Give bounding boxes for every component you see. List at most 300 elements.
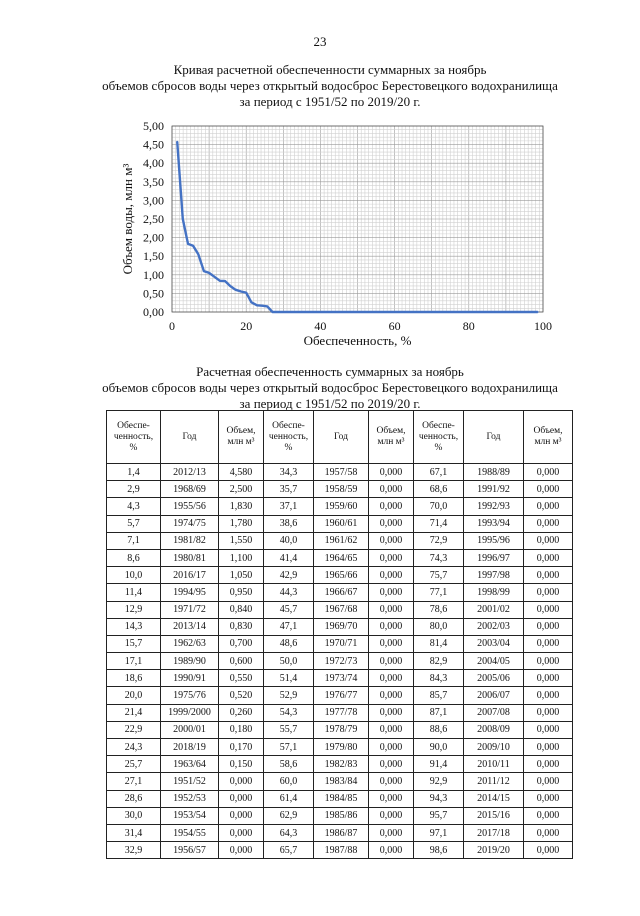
table-cell: 50,0 xyxy=(264,653,314,670)
table-row xyxy=(107,704,573,721)
data-point xyxy=(197,253,199,255)
table-row xyxy=(107,567,573,584)
data-point xyxy=(494,311,496,313)
data-point xyxy=(463,311,465,313)
table-cell: 45,7 xyxy=(264,601,314,618)
header-probability: Обеспе- ченность, % xyxy=(107,411,161,464)
table-cell: 11,4 xyxy=(107,584,161,601)
table-cell: 85,7 xyxy=(414,687,464,704)
data-point xyxy=(192,245,194,247)
table-cell: 57,1 xyxy=(264,739,314,756)
header-volume: Объем, млн м³ xyxy=(219,411,264,464)
table-cell: 48,6 xyxy=(264,635,314,652)
data-point xyxy=(447,311,449,313)
table-cell: 2013/14 xyxy=(161,618,219,635)
data-point xyxy=(521,311,523,313)
data-point xyxy=(415,311,417,313)
table-cell: 0,000 xyxy=(524,739,573,756)
data-point xyxy=(373,311,375,313)
table-cell: 1979/80 xyxy=(314,739,369,756)
table-cell: 40,0 xyxy=(264,532,314,549)
chart-title-line-3: за период с 1951/52 по 2019/20 г. xyxy=(239,94,421,109)
table-cell: 0,840 xyxy=(219,601,264,618)
table-cell: 54,3 xyxy=(264,704,314,721)
table-cell: 1990/91 xyxy=(161,670,219,687)
table-cell: 1960/61 xyxy=(314,515,369,532)
table-row xyxy=(107,481,573,498)
table-cell: 0,000 xyxy=(524,670,573,687)
table-cell: 1992/93 xyxy=(464,498,524,515)
table-cell: 80,0 xyxy=(414,618,464,635)
table-cell: 1991/92 xyxy=(464,481,524,498)
table-cell: 0,180 xyxy=(219,721,264,738)
table-cell: 0,000 xyxy=(369,601,414,618)
data-point xyxy=(304,311,306,313)
table-title-line-2: объемов сбросов воды через открытый водосброс Берестовецкого водохранилища xyxy=(102,380,558,395)
data-point xyxy=(367,311,369,313)
y-tick-label: 3,00 xyxy=(143,193,164,208)
table-cell: 0,000 xyxy=(524,549,573,566)
table-cell: 31,4 xyxy=(107,824,161,841)
table-cell: 10,0 xyxy=(107,567,161,584)
table-cell: 1954/55 xyxy=(161,824,219,841)
table-cell: 1974/75 xyxy=(161,515,219,532)
table-cell: 2003/04 xyxy=(464,635,524,652)
table-cell: 0,000 xyxy=(219,790,264,807)
table-row xyxy=(107,618,573,635)
table-cell: 72,9 xyxy=(414,532,464,549)
table-cell: 1978/79 xyxy=(314,721,369,738)
table-cell: 0,000 xyxy=(524,515,573,532)
table-cell: 2015/16 xyxy=(464,807,524,824)
table-cell: 1965/66 xyxy=(314,567,369,584)
table-cell: 61,4 xyxy=(264,790,314,807)
table-cell: 2009/10 xyxy=(464,739,524,756)
table-cell: 0,000 xyxy=(524,618,573,635)
data-point xyxy=(383,311,385,313)
data-point xyxy=(410,311,412,313)
data-point xyxy=(484,311,486,313)
y-tick-label: 0,00 xyxy=(143,305,164,319)
table-cell: 38,6 xyxy=(264,515,314,532)
data-point xyxy=(250,301,252,303)
data-point xyxy=(426,311,428,313)
table-cell: 0,000 xyxy=(369,549,414,566)
data-point xyxy=(531,311,533,313)
data-point xyxy=(537,311,539,313)
data-point xyxy=(442,311,444,313)
table-cell: 1963/64 xyxy=(161,756,219,773)
data-point xyxy=(293,311,295,313)
probability-curve-chart xyxy=(0,0,640,360)
data-point xyxy=(510,311,512,313)
table-cell: 0,000 xyxy=(524,842,573,859)
header-year: Год xyxy=(161,411,219,464)
table-cell: 91,4 xyxy=(414,756,464,773)
data-point xyxy=(389,311,391,313)
table-cell: 12,9 xyxy=(107,601,161,618)
table-cell: 2017/18 xyxy=(464,824,524,841)
table-cell: 1977/78 xyxy=(314,704,369,721)
table-cell: 0,000 xyxy=(524,464,573,481)
chart-title-line-2: объемов сбросов воды через открытый водосброс Берестовецкого водохранилища xyxy=(102,78,558,93)
table-row xyxy=(107,635,573,652)
table-row xyxy=(107,549,573,566)
table-cell: 0,000 xyxy=(369,721,414,738)
data-point xyxy=(346,311,348,313)
table-cell: 1969/70 xyxy=(314,618,369,635)
data-point xyxy=(187,243,189,245)
table-cell: 22,9 xyxy=(107,721,161,738)
table-cell: 2006/07 xyxy=(464,687,524,704)
table-cell: 1984/85 xyxy=(314,790,369,807)
table-cell: 25,7 xyxy=(107,756,161,773)
data-point xyxy=(309,311,311,313)
table-cell: 1971/72 xyxy=(161,601,219,618)
table-row xyxy=(107,687,573,704)
table-cell: 65,7 xyxy=(264,842,314,859)
table-cell: 0,150 xyxy=(219,756,264,773)
table-cell: 90,0 xyxy=(414,739,464,756)
page-number: 23 xyxy=(313,34,327,49)
table-cell: 30,0 xyxy=(107,807,161,824)
table-cell: 8,6 xyxy=(107,549,161,566)
data-point xyxy=(452,311,454,313)
table-row xyxy=(107,515,573,532)
table-cell: 1,4 xyxy=(107,464,161,481)
data-point xyxy=(420,311,422,313)
data-point xyxy=(431,311,433,313)
table-cell: 0,000 xyxy=(369,618,414,635)
table-cell: 7,1 xyxy=(107,532,161,549)
table-cell: 1987/88 xyxy=(314,842,369,859)
x-tick-label: 100 xyxy=(534,319,552,333)
x-tick-label: 60 xyxy=(388,319,401,333)
data-point xyxy=(203,270,205,272)
table-cell: 95,7 xyxy=(414,807,464,824)
table-cell: 98,6 xyxy=(414,842,464,859)
table-cell: 1,830 xyxy=(219,498,264,515)
table-cell: 1959/60 xyxy=(314,498,369,515)
table-cell: 1966/67 xyxy=(314,584,369,601)
header-volume: Объем, млн м³ xyxy=(369,411,414,464)
table-cell: 1973/74 xyxy=(314,670,369,687)
table-cell: 2011/12 xyxy=(464,773,524,790)
table-cell: 0,000 xyxy=(369,842,414,859)
header-year: Год xyxy=(464,411,524,464)
table-cell: 0,550 xyxy=(219,670,264,687)
table-cell: 2016/17 xyxy=(161,567,219,584)
table-cell: 0,000 xyxy=(369,670,414,687)
data-point xyxy=(489,311,491,313)
table-cell: 1961/62 xyxy=(314,532,369,549)
data-point xyxy=(182,218,184,220)
table-cell: 0,000 xyxy=(524,687,573,704)
table-cell: 2,9 xyxy=(107,481,161,498)
y-tick-label: 1,00 xyxy=(143,267,164,282)
table-cell: 2018/19 xyxy=(161,739,219,756)
table-cell: 1972/73 xyxy=(314,653,369,670)
table-cell: 0,000 xyxy=(369,739,414,756)
table-row xyxy=(107,601,573,618)
table-cell: 18,6 xyxy=(107,670,161,687)
table-cell: 0,000 xyxy=(524,584,573,601)
table-cell: 0,000 xyxy=(369,653,414,670)
table-row xyxy=(107,773,573,790)
y-tick-label: 2,50 xyxy=(143,212,164,226)
table-cell: 1985/86 xyxy=(314,807,369,824)
data-point xyxy=(298,311,300,313)
table-cell: 42,9 xyxy=(264,567,314,584)
table-cell: 67,1 xyxy=(414,464,464,481)
table-cell: 75,7 xyxy=(414,567,464,584)
table-cell: 0,000 xyxy=(219,807,264,824)
table-cell: 0,000 xyxy=(219,824,264,841)
table-row xyxy=(107,653,573,670)
table-cell: 2001/02 xyxy=(464,601,524,618)
table-cell: 28,6 xyxy=(107,790,161,807)
table-cell: 2008/09 xyxy=(464,721,524,738)
table-cell: 1955/56 xyxy=(161,498,219,515)
table-cell: 0,000 xyxy=(524,498,573,515)
table-cell: 0,600 xyxy=(219,653,264,670)
table-cell: 0,000 xyxy=(524,601,573,618)
data-point xyxy=(213,276,215,278)
table-cell: 2014/15 xyxy=(464,790,524,807)
x-tick-label: 40 xyxy=(314,319,327,333)
table-cell: 0,000 xyxy=(524,653,573,670)
probability-table xyxy=(106,410,573,859)
table-cell: 88,6 xyxy=(414,721,464,738)
table-cell: 1,550 xyxy=(219,532,264,549)
table-row xyxy=(107,584,573,601)
table-cell: 17,1 xyxy=(107,653,161,670)
data-point xyxy=(351,311,353,313)
table-row xyxy=(107,807,573,824)
data-point xyxy=(362,311,364,313)
table-cell: 2019/20 xyxy=(464,842,524,859)
y-tick-label: 4,50 xyxy=(143,137,164,152)
table-cell: 2005/06 xyxy=(464,670,524,687)
data-point xyxy=(457,311,459,313)
table-cell: 64,3 xyxy=(264,824,314,841)
table-cell: 62,9 xyxy=(264,807,314,824)
table-cell: 14,3 xyxy=(107,618,161,635)
table-cell: 0,000 xyxy=(369,464,414,481)
data-point xyxy=(208,272,210,274)
data-point xyxy=(468,311,470,313)
table-cell: 60,0 xyxy=(264,773,314,790)
data-point xyxy=(219,280,221,282)
table-cell: 0,950 xyxy=(219,584,264,601)
table-cell: 1951/52 xyxy=(161,773,219,790)
table-cell: 52,9 xyxy=(264,687,314,704)
table-cell: 5,7 xyxy=(107,515,161,532)
data-point xyxy=(277,311,279,313)
table-cell: 1976/77 xyxy=(314,687,369,704)
table-cell: 4,3 xyxy=(107,498,161,515)
table-cell: 1964/65 xyxy=(314,549,369,566)
table-cell: 0,000 xyxy=(369,635,414,652)
table-cell: 1958/59 xyxy=(314,481,369,498)
table-cell: 1980/81 xyxy=(161,549,219,566)
table-cell: 0,000 xyxy=(369,532,414,549)
table-row xyxy=(107,842,573,859)
table-cell: 1993/94 xyxy=(464,515,524,532)
table-cell: 1968/69 xyxy=(161,481,219,498)
table-row xyxy=(107,464,573,481)
table-cell: 15,7 xyxy=(107,635,161,652)
x-tick-label: 0 xyxy=(169,319,175,333)
table-cell: 0,000 xyxy=(524,756,573,773)
table-cell: 1956/57 xyxy=(161,842,219,859)
header-year: Год xyxy=(314,411,369,464)
table-cell: 41,4 xyxy=(264,549,314,566)
table-row xyxy=(107,721,573,738)
table-cell: 0,520 xyxy=(219,687,264,704)
table-cell: 1994/95 xyxy=(161,584,219,601)
data-point xyxy=(229,285,231,287)
data-point xyxy=(394,311,396,313)
table-cell: 1989/90 xyxy=(161,653,219,670)
table-cell: 97,1 xyxy=(414,824,464,841)
data-point xyxy=(505,311,507,313)
table-cell: 0,000 xyxy=(369,481,414,498)
table-cell: 0,000 xyxy=(524,807,573,824)
x-axis-label: Обеспеченность, % xyxy=(303,333,412,348)
table-cell: 0,000 xyxy=(524,721,573,738)
table-body xyxy=(107,464,573,859)
table-cell: 0,000 xyxy=(369,807,414,824)
table-cell: 21,4 xyxy=(107,704,161,721)
table-cell: 20,0 xyxy=(107,687,161,704)
table-cell: 2007/08 xyxy=(464,704,524,721)
table-row xyxy=(107,670,573,687)
data-point xyxy=(176,141,178,143)
y-tick-label: 3,50 xyxy=(143,174,164,189)
x-tick-label: 80 xyxy=(462,319,475,333)
table-title-line-1: Расчетная обеспеченность суммарных за ноябрь xyxy=(196,364,464,379)
table-cell: 51,4 xyxy=(264,670,314,687)
table-cell: 1952/53 xyxy=(161,790,219,807)
table-row xyxy=(107,756,573,773)
data-point xyxy=(240,291,242,293)
data-point xyxy=(245,292,247,294)
table-cell: 78,6 xyxy=(414,601,464,618)
table-cell: 87,1 xyxy=(414,704,464,721)
table-cell: 0,000 xyxy=(524,790,573,807)
table-row xyxy=(107,790,573,807)
table-cell: 1981/82 xyxy=(161,532,219,549)
table-cell: 2010/11 xyxy=(464,756,524,773)
table-cell: 82,9 xyxy=(414,653,464,670)
table-cell: 0,000 xyxy=(369,584,414,601)
table-cell: 0,000 xyxy=(369,756,414,773)
table-cell: 32,9 xyxy=(107,842,161,859)
table-cell: 0,000 xyxy=(369,704,414,721)
data-point xyxy=(335,311,337,313)
table-cell: 58,6 xyxy=(264,756,314,773)
table-cell: 92,9 xyxy=(414,773,464,790)
data-point xyxy=(341,311,343,313)
table-row xyxy=(107,498,573,515)
table-cell: 0,000 xyxy=(524,704,573,721)
table-cell: 27,1 xyxy=(107,773,161,790)
table-cell: 0,830 xyxy=(219,618,264,635)
data-point xyxy=(266,306,268,308)
table-cell: 1995/96 xyxy=(464,532,524,549)
table-cell: 0,700 xyxy=(219,635,264,652)
table-cell: 0,000 xyxy=(524,635,573,652)
data-point xyxy=(436,311,438,313)
table-cell: 1996/97 xyxy=(464,549,524,566)
table-cell: 0,000 xyxy=(524,532,573,549)
table-cell: 1983/84 xyxy=(314,773,369,790)
y-tick-label: 0,50 xyxy=(143,286,164,301)
table-cell: 0,000 xyxy=(369,515,414,532)
table-cell: 0,000 xyxy=(369,824,414,841)
data-point xyxy=(473,311,475,313)
table-cell: 0,000 xyxy=(369,687,414,704)
table-cell: 0,260 xyxy=(219,704,264,721)
data-point xyxy=(357,311,359,313)
y-tick-label: 2,00 xyxy=(143,230,164,245)
table-cell: 1962/63 xyxy=(161,635,219,652)
table-title xyxy=(90,364,570,412)
table-cell: 47,1 xyxy=(264,618,314,635)
table-cell: 0,000 xyxy=(369,773,414,790)
table-cell: 1998/99 xyxy=(464,584,524,601)
table-cell: 2,500 xyxy=(219,481,264,498)
data-point xyxy=(325,311,327,313)
data-point xyxy=(500,311,502,313)
y-tick-label: 1,50 xyxy=(143,249,164,264)
table-cell: 0,000 xyxy=(369,790,414,807)
table-cell: 1,780 xyxy=(219,515,264,532)
table-cell: 1986/87 xyxy=(314,824,369,841)
table-row xyxy=(107,532,573,549)
table-cell: 74,3 xyxy=(414,549,464,566)
data-point xyxy=(288,311,290,313)
y-tick-label: 4,00 xyxy=(143,156,164,171)
data-point xyxy=(399,311,401,313)
table-cell: 2000/01 xyxy=(161,721,219,738)
data-point xyxy=(404,311,406,313)
table-cell: 94,3 xyxy=(414,790,464,807)
table-header-row xyxy=(107,411,573,464)
table-cell: 1999/2000 xyxy=(161,704,219,721)
table-title-line-3: за период с 1951/52 по 2019/20 г. xyxy=(239,396,421,411)
table-cell: 0,000 xyxy=(524,481,573,498)
table-cell: 68,6 xyxy=(414,481,464,498)
table-cell: 81,4 xyxy=(414,635,464,652)
data-point xyxy=(272,311,274,313)
table-cell: 2002/03 xyxy=(464,618,524,635)
table-cell: 0,000 xyxy=(524,824,573,841)
table-cell: 84,3 xyxy=(414,670,464,687)
table-cell: 1982/83 xyxy=(314,756,369,773)
data-point xyxy=(314,311,316,313)
table-row xyxy=(107,824,573,841)
header-probability: Обеспе- ченность, % xyxy=(264,411,314,464)
data-point xyxy=(282,311,284,313)
table-cell: 1975/76 xyxy=(161,687,219,704)
table-cell: 24,3 xyxy=(107,739,161,756)
table-cell: 1997/98 xyxy=(464,567,524,584)
table-cell: 35,7 xyxy=(264,481,314,498)
table-cell: 0,170 xyxy=(219,739,264,756)
x-tick-label: 20 xyxy=(240,319,253,333)
